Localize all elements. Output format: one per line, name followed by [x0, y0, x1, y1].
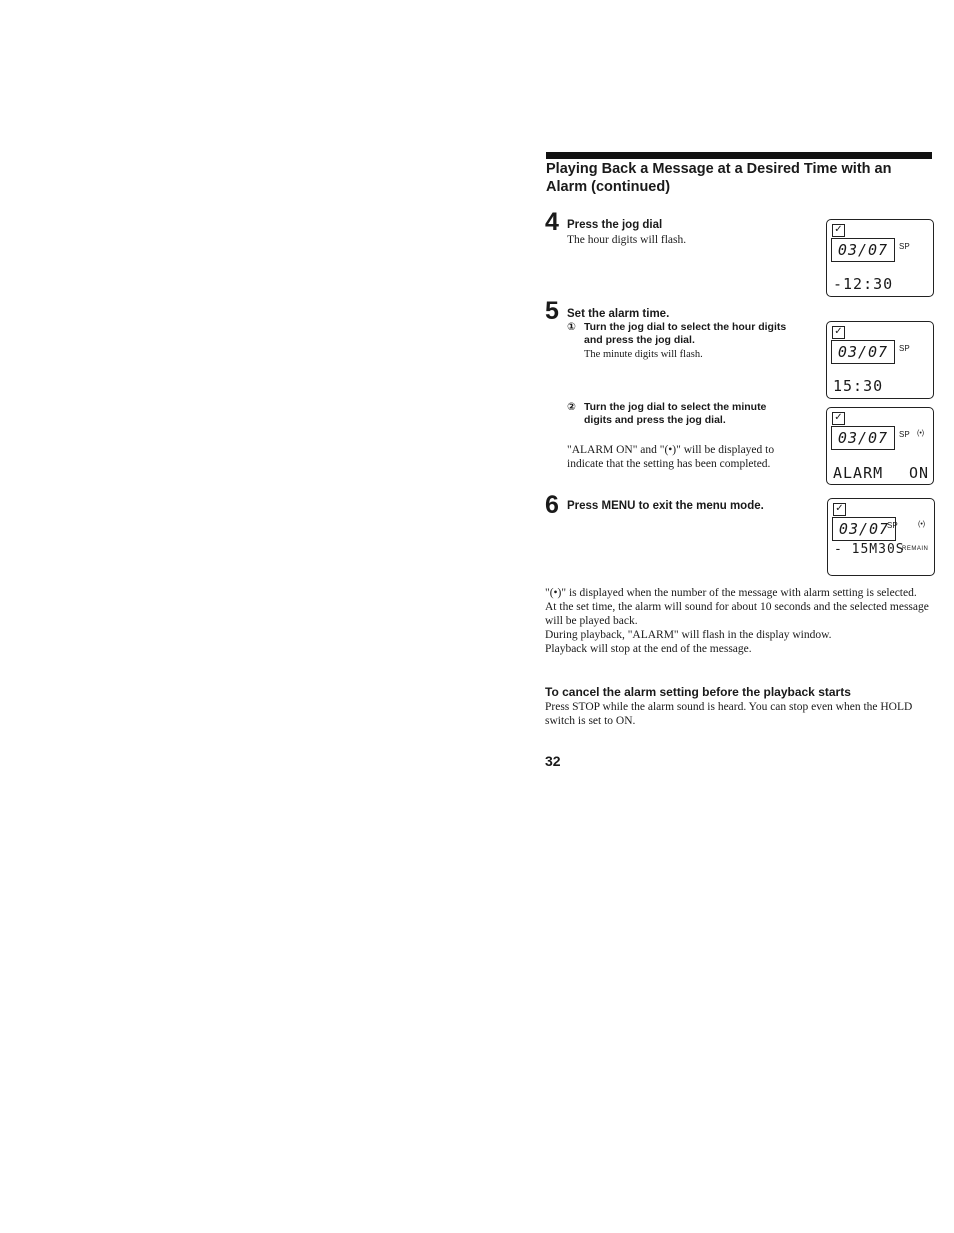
lcd-display-remain: [827, 498, 935, 576]
time-readout: 15:30: [833, 377, 884, 395]
sp-mode-label: SP: [899, 430, 910, 439]
time-readout: -12:30: [833, 275, 894, 293]
step-5-sub-1-marker: ①: [567, 321, 576, 333]
check-icon: ✓: [833, 503, 846, 516]
alarm-icon: (•): [917, 430, 925, 437]
remain-time-readout: - 15M30S: [834, 542, 905, 557]
note-4: Playback will stop at the end of the message.: [545, 643, 752, 655]
cancel-heading: To cancel the alarm setting before the playback starts: [545, 685, 851, 699]
alarm-label: ALARM: [833, 464, 884, 482]
track-counter: 03/07: [831, 426, 895, 450]
step-4-text: The hour digits will flash.: [567, 234, 687, 246]
page-title: Playing Back a Message at a Desired Time with an Alarm (continued): [546, 161, 892, 195]
note-3: During playback, "ALARM" will flash in the display window.: [545, 629, 832, 641]
step-5-sub-2-note: "ALARM ON" and "(•)" will be displayed to indicate that the setting has been completed.: [567, 444, 775, 470]
step-5-title: Set the alarm time.: [567, 308, 670, 320]
step-4-number: 4: [545, 208, 559, 236]
lcd-display-alarm-on: [826, 407, 934, 485]
note-2: At the set time, the alarm will sound for about 10 seconds and the selected message will be played back.: [545, 601, 929, 627]
track-counter: 03/07: [831, 340, 895, 364]
track-counter: 03/07: [831, 238, 895, 262]
lcd-display-minute-flash: [826, 321, 934, 399]
step-6-title: Press MENU to exit the menu mode.: [567, 500, 764, 512]
sp-mode-label: SP: [899, 344, 910, 353]
alarm-icon: (•): [918, 521, 926, 528]
check-icon: ✓: [832, 326, 845, 339]
track-counter: 03/07: [832, 517, 896, 541]
lcd-display-hour-flash: [826, 219, 934, 297]
step-5-sub-2-text: Turn the jog dial to select the minute digits and press the jog dial.: [584, 401, 767, 426]
remain-label: REMAIN: [902, 546, 929, 552]
step-5-sub-1-text: Turn the jog dial to select the hour digits and press the jog dial.: [584, 321, 787, 346]
sp-mode-label: SP: [887, 521, 898, 530]
on-label: ON: [909, 464, 930, 482]
step-5-sub-1-note: The minute digits will flash.: [584, 349, 703, 360]
step-5-number: 5: [545, 297, 559, 325]
sp-mode-label: SP: [899, 242, 910, 251]
check-icon: ✓: [832, 412, 845, 425]
cancel-text: Press STOP while the alarm sound is heard. You can stop even when the HOLD switch is set to ON.: [545, 701, 913, 727]
page-number: 32: [545, 753, 561, 769]
step-4-title: Press the jog dial: [567, 219, 663, 231]
notes-block: [545, 586, 931, 656]
step-6-number: 6: [545, 491, 559, 519]
note-1: "(•)" is displayed when the number of the message with alarm setting is selected.: [545, 587, 917, 599]
check-icon: ✓: [832, 224, 845, 237]
step-5-sub-2-marker: ②: [567, 401, 576, 413]
section-rule: [546, 152, 932, 159]
